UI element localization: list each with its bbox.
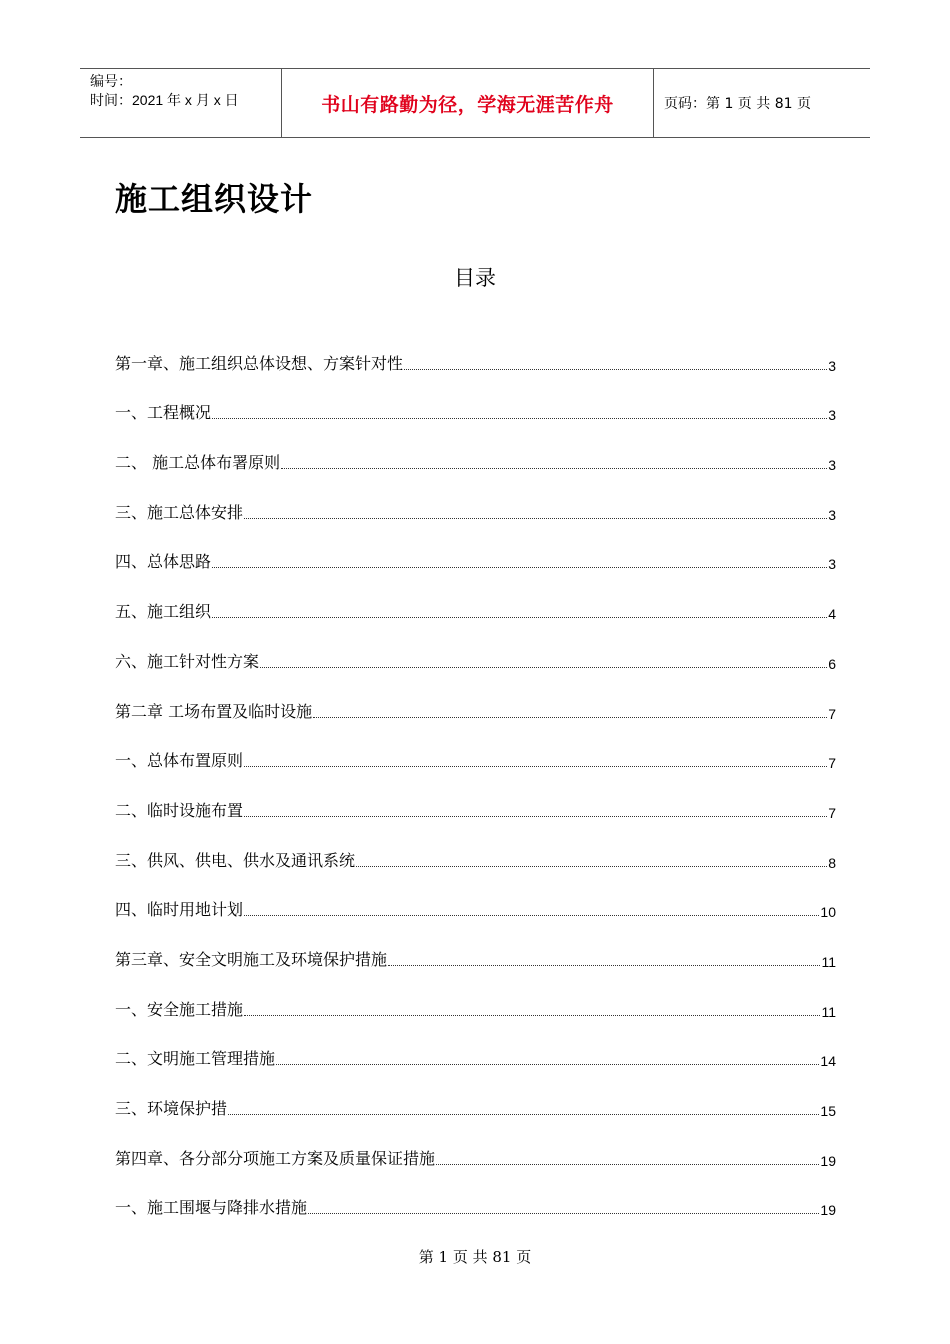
toc-entry-page: 8	[828, 854, 836, 871]
toc-entry-page: 4	[828, 606, 836, 623]
toc-entry[interactable]	[115, 423, 836, 473]
toc-entry-page: 6	[828, 655, 836, 672]
toc-entry[interactable]	[115, 970, 836, 1020]
toc-entry[interactable]	[115, 1020, 836, 1070]
toc-entry[interactable]	[115, 523, 836, 573]
toc-entry-page: 19	[820, 1152, 836, 1169]
toc-entry[interactable]	[115, 1069, 836, 1119]
toc-entry-title: 六、施工针对性方案	[115, 651, 260, 671]
toc-entry-title: 一、安全施工措施	[115, 999, 244, 1019]
toc-entry-title: 二、临时设施布置	[115, 800, 244, 820]
toc-entry-title: 四、临时用地计划	[115, 900, 244, 920]
toc-dot-leader	[281, 468, 827, 469]
toc-dot-leader	[260, 667, 827, 668]
toc-dot-leader	[388, 965, 820, 966]
toc-entry-title: 第三章、安全文明施工及环境保护措施	[115, 949, 388, 969]
toc-dot-leader	[244, 766, 827, 767]
toc-entry-title: 第四章、各分部分项施工方案及质量保证措施	[115, 1148, 436, 1168]
toc-entry-page: 10	[820, 904, 836, 921]
toc-entry-title: 五、施工组织	[115, 602, 212, 622]
page-info: 页码：第 1 页 共 81 页	[664, 96, 811, 112]
toc-entry-page: 11	[821, 953, 836, 970]
toc-entry-page: 7	[828, 755, 836, 772]
toc-entry-page: 3	[828, 357, 836, 374]
toc-entry[interactable]	[115, 871, 836, 921]
toc-entry[interactable]	[115, 622, 836, 672]
toc-entry-page: 15	[820, 1103, 836, 1119]
motto-text: 书山有路勤为径，学海无涯苦作舟	[321, 93, 614, 116]
toc-entry[interactable]	[115, 771, 836, 821]
toc-entry-title: 一、施工围堰与降排水措施	[115, 1198, 308, 1218]
toc-entry-page: 14	[820, 1053, 836, 1070]
toc-dot-leader	[404, 369, 827, 370]
toc-dot-leader	[244, 816, 827, 817]
toc-dot-leader	[228, 1114, 819, 1115]
toc-entry[interactable]	[115, 672, 836, 722]
number-label: 编号：	[90, 73, 132, 89]
time-label: 时间：2021 年 x 月 x 日	[90, 92, 239, 108]
toc-entry-page: 7	[828, 705, 836, 722]
toc-entry-title: 一、工程概况	[115, 403, 212, 423]
header-motto-cell	[282, 69, 654, 137]
toc-entry-page: 3	[828, 407, 836, 424]
toc-dot-leader	[212, 567, 827, 568]
toc-entry[interactable]	[115, 324, 836, 374]
header-page-cell	[654, 69, 870, 137]
toc-entry[interactable]	[115, 722, 836, 772]
toc-entry-title: 第二章 工场布置及临时设施	[115, 701, 313, 721]
header-meta-cell	[80, 69, 282, 137]
toc-heading: 目录	[454, 266, 496, 290]
toc-dot-leader	[212, 418, 827, 419]
toc-entry-title: 三、环境保护措	[115, 1099, 228, 1118]
toc-entry-title: 一、总体布置原则	[115, 751, 244, 771]
toc-entry-title: 第一章、施工组织总体设想、方案针对性	[115, 353, 404, 373]
toc-entry[interactable]	[115, 374, 836, 424]
header-table	[80, 68, 870, 138]
toc-dot-leader	[244, 1015, 820, 1016]
toc-entry-page: 11	[821, 1003, 836, 1020]
toc-entry[interactable]	[115, 821, 836, 871]
toc-entry-page: 19	[820, 1202, 836, 1219]
toc-dot-leader	[276, 1064, 819, 1065]
toc-entry-page: 7	[828, 804, 836, 821]
toc-dot-leader	[244, 518, 827, 519]
toc-dot-leader	[212, 617, 827, 618]
toc-entry[interactable]	[115, 920, 836, 970]
toc-entry-title: 二、文明施工管理措施	[115, 1049, 276, 1069]
toc-entry-page: 3	[828, 457, 836, 474]
toc-dot-leader	[244, 915, 819, 916]
table-of-contents	[115, 324, 836, 1218]
toc-entry-title: 三、施工总体安排	[115, 502, 244, 522]
toc-entry-title: 四、总体思路	[115, 552, 212, 572]
toc-entry-page: 3	[828, 506, 836, 523]
toc-dot-leader	[356, 866, 827, 867]
toc-dot-leader	[308, 1213, 819, 1214]
toc-entry-title: 三、供风、供电、供水及通讯系统	[115, 850, 356, 870]
toc-entry[interactable]	[115, 572, 836, 622]
toc-entry[interactable]	[115, 1119, 836, 1169]
document-title: 施工组织设计	[115, 180, 314, 218]
page-footer: 第 1 页 共 81 页	[418, 1248, 532, 1266]
toc-dot-leader	[313, 717, 827, 718]
toc-dot-leader	[436, 1164, 819, 1165]
toc-entry-page: 3	[828, 556, 836, 573]
toc-entry[interactable]	[115, 1169, 836, 1219]
toc-entry[interactable]	[115, 473, 836, 523]
toc-entry-title: 二、 施工总体布署原则	[115, 453, 281, 473]
